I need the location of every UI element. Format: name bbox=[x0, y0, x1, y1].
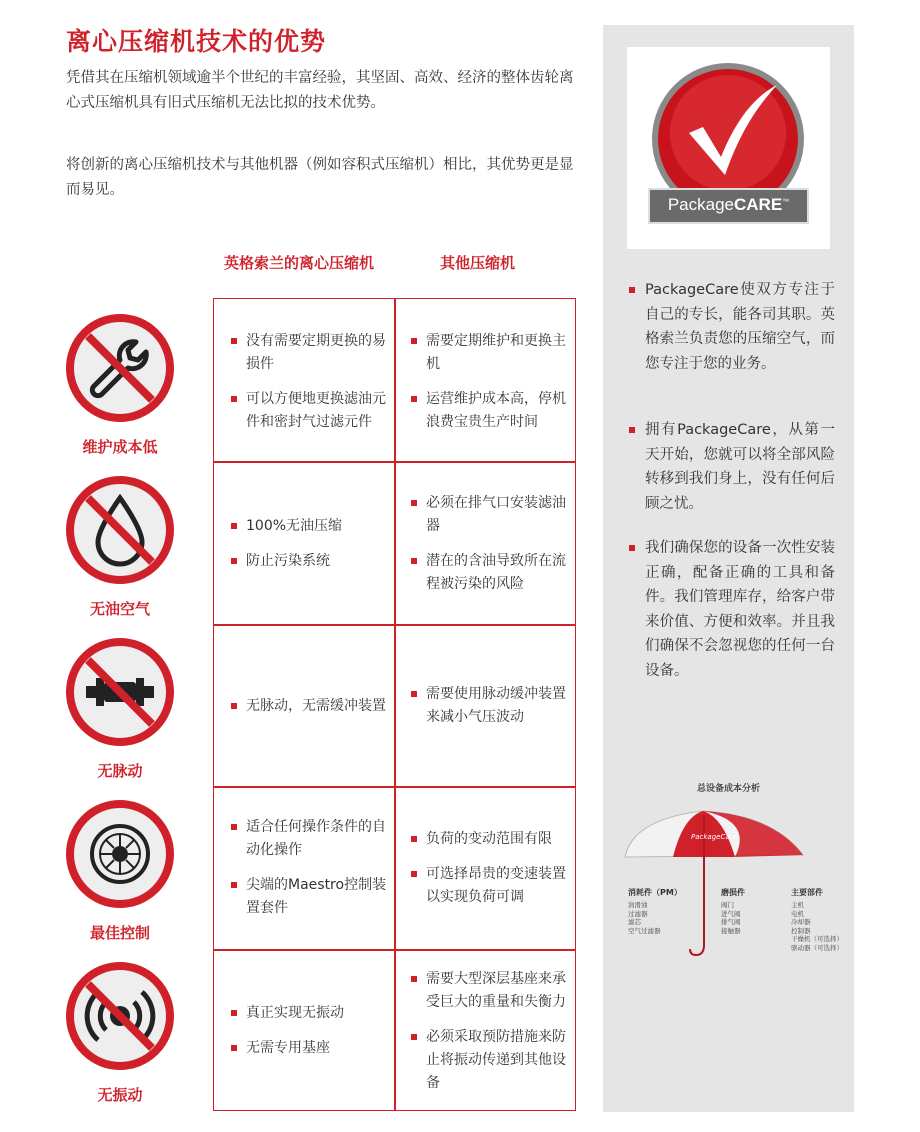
list-item: 潜在的含油导致所在流程被污染的风险 bbox=[408, 550, 573, 596]
wrench-icon bbox=[66, 314, 174, 422]
sidebar-bullet-2: 拥有PackageCare，从第一天开始，您就可以将全部风险转移到我们身上，没有任何后顾之忧。 bbox=[625, 418, 835, 516]
sidebar-bullet-3: 我们确保您的设备一次性安装正确，配备正确的工具和备件。我们管理库存，给客户带来价值、方便和效率。并且我们确保不会忽视您的任何一台设备。 bbox=[625, 536, 835, 683]
label-oil-free: 无油空气 bbox=[89, 600, 150, 618]
list-item: 电机 bbox=[791, 909, 804, 918]
cost-analysis-umbrella bbox=[603, 775, 854, 960]
umbrella-group-label: 主要部件 bbox=[791, 888, 823, 897]
label-no-vibration: 无振动 bbox=[97, 1086, 143, 1104]
list-item: 无脉动，无需缓冲装置 bbox=[228, 695, 393, 718]
sidebar-bullet-1: PackageCare使双方专注于自己的专长，能各司其职。英格索兰负责您的压缩空气，而您专注于您的业务。 bbox=[625, 278, 835, 376]
cell-ours-row-2 bbox=[228, 469, 393, 619]
cell-others-row-5 bbox=[408, 955, 573, 1107]
list-item: 需要大型深层基座来承受巨大的重量和失衡力 bbox=[408, 968, 573, 1014]
logo-text bbox=[649, 195, 808, 215]
row-divider bbox=[214, 786, 575, 788]
umbrella-logo-text: PackageCare bbox=[691, 833, 737, 841]
umbrella-group-label: 磨损件 bbox=[721, 888, 745, 897]
cell-ours-row-5 bbox=[228, 955, 393, 1107]
list-item: 防止污染系统 bbox=[228, 550, 393, 573]
list-item: 滤芯 bbox=[628, 918, 641, 926]
cell-others-row-1 bbox=[408, 309, 573, 454]
packagecare-sidebar bbox=[603, 25, 854, 1112]
pulsation-icon bbox=[66, 638, 174, 746]
cell-others-row-2 bbox=[408, 469, 573, 619]
row-divider bbox=[214, 949, 575, 951]
list-item: 过滤器 bbox=[628, 909, 648, 918]
logo-text-package: Package bbox=[667, 195, 734, 214]
intro-paragraph-2: 将创新的离心压缩机技术与其他机器（例如容积式压缩机）相比，其优势更是显而易见。 bbox=[66, 157, 574, 198]
list-item: 必须采取预防措施来防止将振动传递到其他设备 bbox=[408, 1026, 573, 1095]
list-item: 负荷的变动范围有限 bbox=[408, 828, 573, 851]
column-header-ingersoll: 英格索兰的离心压缩机 bbox=[224, 254, 375, 272]
list-item: 接触器 bbox=[721, 926, 741, 935]
vibration-icon bbox=[66, 962, 174, 1070]
umbrella-title: 总设备成本分析 bbox=[696, 784, 760, 794]
umbrella-group-items bbox=[628, 901, 661, 935]
list-item: 润滑油 bbox=[628, 901, 648, 909]
list-item: 适合任何操作条件的自动化操作 bbox=[228, 816, 393, 862]
list-item: 控制器 bbox=[791, 926, 811, 935]
intro-paragraph-1: 凭借其在压缩机领域逾半个世纪的丰富经验，其坚固、高效、经济的整体齿轮离心式压缩机具有旧式压缩机无法比拟的技术优势。 bbox=[66, 70, 574, 111]
row-divider bbox=[214, 624, 575, 626]
logo-trademark: ™ bbox=[782, 198, 790, 206]
umbrella-group-items bbox=[721, 901, 741, 935]
label-best-control: 最佳控制 bbox=[89, 924, 150, 942]
packagecare-logo bbox=[627, 47, 830, 249]
list-item: 可选择昂贵的变速装置以实现负荷可调 bbox=[408, 863, 573, 909]
impeller-icon bbox=[66, 800, 174, 908]
list-item: 排气阀 bbox=[721, 918, 741, 926]
umbrella-group-items bbox=[791, 901, 843, 952]
label-low-maintenance: 维护成本低 bbox=[82, 438, 158, 456]
list-item: 干燥机（可选择） bbox=[791, 935, 843, 943]
list-item: 真正实现无振动 bbox=[228, 1002, 393, 1025]
label-no-pulsation: 无脉动 bbox=[97, 762, 143, 780]
list-item: 进气阀 bbox=[721, 909, 741, 918]
cell-others-row-4 bbox=[408, 793, 573, 943]
umbrella-group-label: 消耗件（PM） bbox=[628, 888, 682, 897]
list-item: 需要使用脉动缓冲装置来减小气压波动 bbox=[408, 683, 573, 729]
list-item: 无需专用基座 bbox=[228, 1037, 393, 1060]
list-item: 100%无油压缩 bbox=[228, 515, 393, 538]
list-item: 阀门 bbox=[721, 901, 734, 909]
oil-drop-icon bbox=[66, 476, 174, 584]
comparison-table bbox=[213, 298, 576, 1111]
list-item: 需要定期维护和更换主机 bbox=[408, 330, 573, 376]
cell-ours-row-3 bbox=[228, 631, 393, 781]
cell-others-row-3 bbox=[408, 631, 573, 781]
cell-ours-row-4 bbox=[228, 793, 393, 943]
column-header-others: 其他压缩机 bbox=[440, 254, 516, 272]
list-item: 主机 bbox=[791, 901, 804, 909]
list-item: 尖端的Maestro控制装置套件 bbox=[228, 874, 393, 920]
row-divider bbox=[214, 461, 575, 463]
list-item: 运营维护成本高，停机浪费宝贵生产时间 bbox=[408, 388, 573, 434]
packagecare-badge-icon bbox=[627, 47, 830, 249]
list-item: 空气过滤器 bbox=[628, 926, 661, 935]
cell-ours-row-1 bbox=[228, 309, 393, 454]
list-item: 没有需要定期更换的易损件 bbox=[228, 330, 393, 376]
table-divider bbox=[394, 299, 396, 1110]
list-item: 可以方便地更换滤油元件和密封气过滤元件 bbox=[228, 388, 393, 434]
list-item: 必须在排气口安装滤油器 bbox=[408, 492, 573, 538]
page-title: 离心压缩机技术的优势 bbox=[66, 27, 327, 56]
list-item: 驱动器（可选择） bbox=[791, 943, 843, 952]
logo-text-care: CARE bbox=[734, 195, 783, 214]
list-item: 冷却器 bbox=[791, 918, 811, 926]
